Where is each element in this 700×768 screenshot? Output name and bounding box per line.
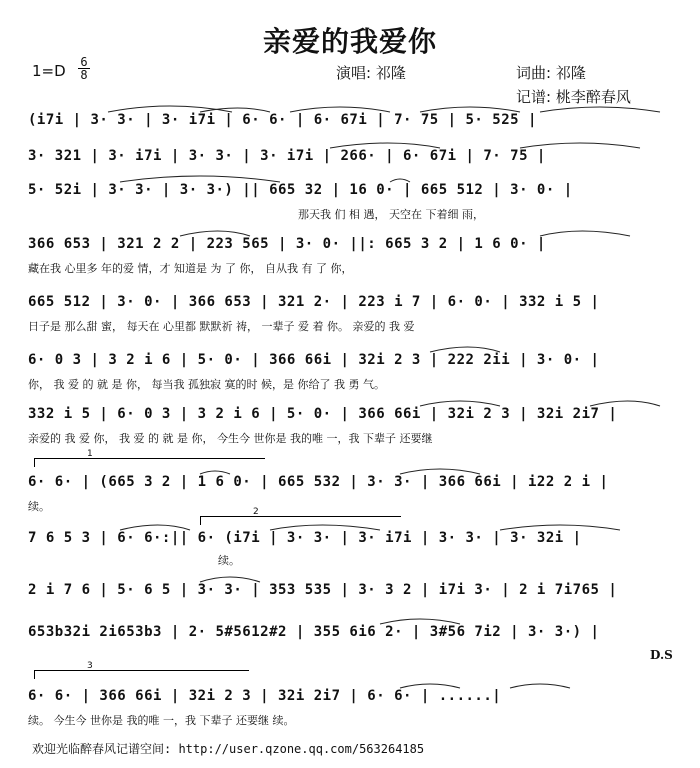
notation-line: 3· 321 | 3· i7i | 3· 3· | 3· i7i | 266· | 6· 67i | 7· 75 | — [28, 148, 546, 164]
lyric-line: 那天我 们 相 遇， 天空在 下着细 雨， — [298, 208, 484, 221]
lyric-line: 藏在我 心里多 年的爱 情，才 知道是 为 了 你， 自从我 有 了 你， — [28, 262, 353, 275]
lyric-line: 续。 — [28, 500, 50, 513]
footer-credit: 欢迎光临醉春风记谱空间: http://user.qzone.qq.com/563264185 — [32, 742, 425, 756]
notation-line: 2 i 7 6 | 5· 6 5 | 3· 3· | 353 535 | 3· 3 2 | i7i 3· | 2 i 7i765 | — [28, 582, 618, 598]
song-title: 亲爱的我爱你 — [262, 25, 437, 58]
singer-credit: 演唱: 祁隆 — [336, 64, 406, 82]
lyric-line: 亲爱的 我 爱 你， 我 爱 的 就 是 你， 今生今 世你是 我的唯 一，我 下辈子 还要继 — [28, 432, 433, 445]
notation-line: 6· 6· | 366 66i | 32i 2 3 | 32i 2i7 | 6· 6· | ......| — [28, 688, 502, 704]
volta-label: 1 — [87, 449, 93, 459]
volta-label: 2 — [253, 507, 259, 517]
notation-line: 6· 0 3 | 3 2 i 6 | 5· 0· | 366 66i | 32i 2 3 | 222 2ii | 3· 0· | — [28, 352, 600, 368]
lyric-line: 续。 — [218, 554, 240, 567]
notation-line: 7 6 5 3 | 6· 6·:|| 6· (i7i | 3· 3· | 3· i7i | 3· 3· | 3· 32i | — [28, 530, 582, 546]
lyric-line: 你， 我 爱 的 就 是 你， 每当我 孤独寂 寞的时 候，是 你给了 我 勇 气。 — [28, 378, 385, 391]
time-signature-bottom: 8 — [80, 68, 88, 82]
volta-label: 3 — [87, 661, 93, 671]
notation-line: 5· 52i | 3· 3· | 3· 3·) || 665 32 | 16 0· | 665 512 | 3· 0· | — [28, 182, 573, 198]
composer-credit: 词曲: 祁隆 — [516, 64, 586, 82]
notation-line: (i7i | 3· 3· | 3· i7i | 6· 6· | 6· 67i | 7· 75 | 5· 525 | — [28, 112, 537, 128]
notation-line: 665 512 | 3· 0· | 366 653 | 321 2· | 223 i 7 | 6· 0· | 332 i 5 | — [28, 294, 600, 310]
lyric-line: 续。 今生今 世你是 我的唯 一，我 下辈子 还要继 续。 — [28, 714, 295, 727]
notation-line: 6· 6· | (665 3 2 | 1 6 0· | 665 532 | 3· 3· | 366 66i | i22 2 i | — [28, 474, 609, 490]
notation-line: 332 i 5 | 6· 0 3 | 3 2 i 6 | 5· 0· | 366 66i | 32i 2 3 | 32i 2i7 | — [28, 406, 618, 422]
key-signature: 1=D — [32, 62, 66, 80]
time-signature-top: 6 — [78, 56, 90, 69]
notation-line: 653b32i 2i653b3 | 2· 5#5612#2 | 355 6i6 2· | 3#56 7i2 | 3· 3·) | — [28, 624, 600, 640]
transcriber-credit: 记谱: 桃李醉春风 — [516, 88, 631, 106]
dal-segno-mark: D.S — [650, 648, 673, 662]
lyric-line: 日子是 那么甜 蜜， 每天在 心里都 默默祈 祷， 一辈子 爱 着 你。 亲爱的 我 爱 — [28, 320, 415, 333]
notation-line: 366 653 | 321 2 2 | 223 565 | 3· 0· ||: 665 3 2 | 1 6 0· | — [28, 236, 546, 252]
